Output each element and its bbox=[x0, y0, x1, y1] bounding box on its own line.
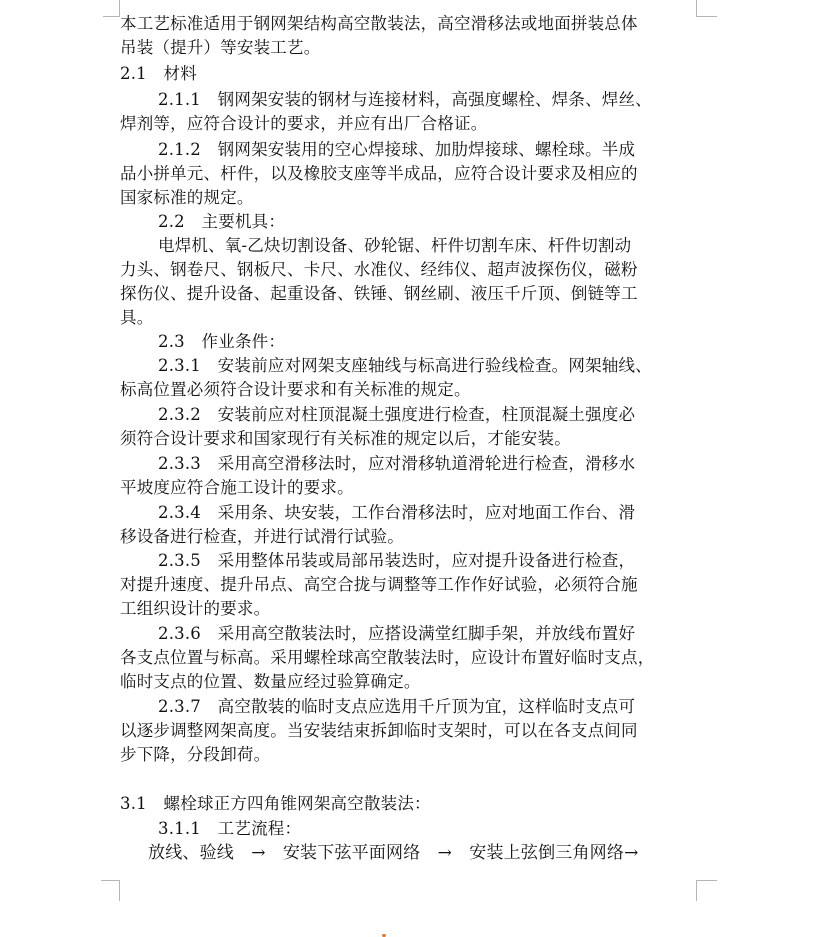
paragraph-line: 临时支点的位置、数量应经过验算确定。 bbox=[120, 672, 421, 691]
paragraph-line: 2.3.7 高空散装的临时支点应选用千斤顶为宜，这样临时支点可 bbox=[158, 697, 636, 716]
page-corner-mark bbox=[103, 0, 120, 17]
paragraph-line: 各支点位置与标高。采用螺栓球高空散装法时，应设计布置好临时支点， bbox=[120, 648, 655, 667]
paragraph-line: 国家标准的规定。 bbox=[120, 188, 254, 207]
process-flow-line: 放线、验线 → 安装下弦平面网络 → 安装上弦倒三角网络→ bbox=[148, 843, 639, 863]
paragraph-line: 2.3.2 安装前应对柱顶混凝土强度进行检查，柱顶混凝土强度必 bbox=[158, 405, 636, 424]
section-heading: 3.1 螺栓球正方四角锥网架高空散装法： bbox=[120, 794, 431, 813]
paragraph-line: 2.1.1 钢网架安装的钢材与连接材料，高强度螺栓、焊条、焊丝、 bbox=[158, 90, 652, 109]
paragraph-line: 移设备进行检查，并进行试滑行试验。 bbox=[120, 527, 404, 546]
paragraph-line: 焊剂等，应符合设计的要求，并应有出厂合格证。 bbox=[120, 114, 488, 133]
paragraph-line: 平坡度应符合施工设计的要求。 bbox=[120, 478, 354, 497]
paragraph-line: 2.3.6 采用高空散装法时，应搭设满堂红脚手架，并放线布置好 bbox=[158, 624, 636, 643]
paragraph-line: 2.3.3 采用高空滑移法时，应对滑移轨道滑轮进行检查，滑移水 bbox=[158, 454, 636, 473]
paragraph-line: 电焊机、氧-乙炔切割设备、砂轮锯、杆件切割车床、杆件切割动 bbox=[158, 236, 632, 255]
paragraph-line: 工组织设计的要求。 bbox=[120, 599, 271, 618]
paragraph-line: 2.3.5 采用整体吊装或局部吊装迭时，应对提升设备进行检查， bbox=[158, 551, 636, 570]
page-corner-mark bbox=[101, 880, 120, 901]
paragraph-line: 须符合设计要求和国家现行有关标准的规定以后，才能安装。 bbox=[120, 429, 571, 448]
section-heading: 2.1 材料 bbox=[120, 64, 197, 83]
paragraph-line: 探伤仪、提升设备、起重设备、铁锤、钢丝刷、液压千斤顶、倒链等工 bbox=[120, 284, 638, 303]
paragraph-line: 以逐步调整网架高度。当安装结束拆卸临时支架时，可以在各支点间同 bbox=[120, 721, 638, 740]
paragraph-line: 吊装（提升）等安装工艺。 bbox=[120, 38, 321, 57]
page-corner-mark bbox=[696, 880, 717, 901]
page-corner-mark bbox=[696, 0, 717, 17]
paragraph-line: 对提升速度、提升吊点、高空合拢与调整等工作作好试验，必须符合施 bbox=[120, 575, 638, 594]
subsection-heading: 3.1.1 工艺流程： bbox=[158, 819, 302, 838]
paragraph-line: 品小拼单元、杆件，以及橡胶支座等半成品，应符合设计要求及相应的 bbox=[120, 164, 638, 183]
paragraph-line: 本工艺标准适用于钢网架结构高空散装法，高空滑移法或地面拼装总体 bbox=[120, 14, 638, 33]
paragraph-line: 力头、钢卷尺、钢板尺、卡尺、水准仪、经纬仪、超声波探伤仪，磁粉 bbox=[120, 260, 638, 279]
paragraph-line: 标高位置必须符合设计要求和有关标准的规定。 bbox=[120, 380, 471, 399]
paragraph-line: 2.1.2 钢网架安装用的空心焊接球、加肋焊接球、螺栓球。半成 bbox=[158, 140, 636, 159]
paragraph-line: 2.3.1 安装前应对网架支座轴线与标高进行验线检查。网架轴线、 bbox=[158, 356, 652, 375]
paragraph-line: 步下降，分段卸荷。 bbox=[120, 745, 271, 764]
paragraph-line: 具。 bbox=[120, 308, 154, 327]
paragraph-line: 2.3.4 采用条、块安装，工作台滑移法时，应对地面工作台、滑 bbox=[158, 503, 636, 522]
section-heading: 2.3 作业条件： bbox=[158, 332, 286, 351]
section-heading: 2.2 主要机具： bbox=[158, 212, 286, 231]
